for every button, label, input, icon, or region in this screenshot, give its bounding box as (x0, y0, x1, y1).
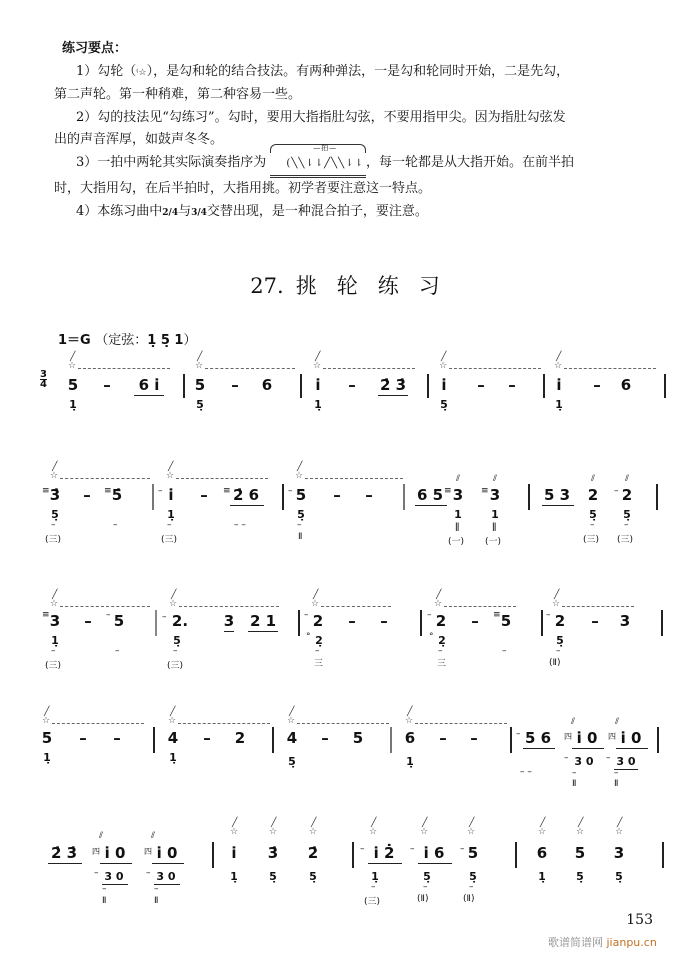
tick-icon: ╱ (315, 352, 321, 362)
double-tick-icon: ⫽ (493, 474, 498, 484)
note-1: 1）勾轮（⁽☆），是勾和轮的结合技法。有两种弹法，一是勾和轮同时开始，二是先勾， (76, 63, 570, 79)
star-icon: ☆ (538, 827, 547, 837)
tick-icon: ╱ (311, 818, 317, 828)
double-tick-icon: ⫽ (99, 831, 104, 841)
star-icon: ☆ (287, 716, 296, 726)
tick-icon: ╱ (297, 462, 303, 472)
star-icon: ☆ (615, 827, 624, 837)
tick-icon: ╱ (52, 462, 58, 472)
star-icon: ☆ (434, 599, 443, 609)
tick-icon: ╱ (289, 707, 295, 717)
tick-icon: ╱ (168, 462, 174, 472)
star-icon: ☆ (269, 827, 278, 837)
star-icon: ☆ (42, 716, 51, 726)
key-signature: 1＝G （定弦：1̣ 5̣ 1） (58, 333, 197, 348)
star-icon: ☆ (405, 716, 414, 726)
notes-heading: 练习要点： (62, 41, 128, 56)
double-tick-icon: ⫽ (151, 831, 156, 841)
double-tick-icon: ⫽ (456, 474, 461, 484)
page-number: 153 (626, 912, 653, 928)
tick-icon: ╱ (407, 707, 413, 717)
star-icon: ☆ (50, 471, 59, 481)
tick-icon: ╱ (70, 352, 76, 362)
note-4: 4）本练习曲中2/4与3/4交替出现，是一种混合拍子，要注意。 (76, 203, 428, 219)
star-icon: ☆ (554, 361, 563, 371)
star-icon: ☆ (195, 361, 204, 371)
tick-icon: ╱ (44, 707, 50, 717)
tick-icon: ╱ (271, 818, 277, 828)
fingering-sequence: —拍— (╲╲⇂⇂╱╲╲⇂⇂ (270, 153, 366, 179)
tick-icon: ╱ (556, 352, 562, 362)
star-icon: ☆ (311, 599, 320, 609)
double-tick-icon: ⫽ (591, 474, 596, 484)
star-icon: ☆ (295, 471, 304, 481)
star-icon: ☆ (309, 827, 318, 837)
note-2-cont: 出的声音浑厚，如鼓声冬冬。 (54, 132, 224, 147)
tick-icon: ╱ (617, 818, 623, 828)
double-tick-icon: ⫽ (615, 717, 620, 727)
star-icon: ☆ (169, 599, 178, 609)
double-tick-icon: ⫽ (625, 474, 630, 484)
note-2: 2）勾的技法见“勾练习”。勾时，要用大指指肚勾弦，不要用指甲尖。因为指肚勾弦发 (76, 109, 566, 125)
gou-lun-symbol: ⁽☆ (136, 67, 147, 78)
staff-row-4: ╱ ☆ ╱ ☆ ╱ ☆ ╱ ☆ 5 – – 1̣ 4 – 2 1̣ 4 – 5 5̣ 6 – – 1̣ – 5 6 四 ⫽ i̇ 0 四 ⫽ i̇ 0 – 3 0 – 3 0 – – – – Ⅱ Ⅱ (0, 705, 690, 790)
tick-icon: ╱ (436, 590, 442, 600)
tick-icon: ╱ (554, 590, 560, 600)
double-tick-icon: ⫽ (571, 717, 576, 727)
star-icon: ☆ (439, 361, 448, 371)
star-icon: ☆ (166, 471, 175, 481)
note-3-cont: 时，大指用勾，在后半拍时，大指用挑。初学者要注意这一特点。 (54, 181, 432, 196)
time-signature: 3 4 (40, 369, 47, 390)
star-icon: ☆ (168, 716, 177, 726)
star-icon: ☆ (50, 599, 59, 609)
star-icon: ☆ (576, 827, 585, 837)
tick-icon: ╱ (197, 352, 203, 362)
staff-row-1: 3 4 ╱ ☆ ╱ ☆ ╱ ☆ ╱ ☆ ╱ ☆ 5 – 6 i̇ 1̣ 5 – 6 5̣ i̇ – 2̇ 3̇ 1̣ i̇ – – 5̣ i̇ – 6 1̣ (0, 350, 690, 420)
star-icon: ☆ (68, 361, 77, 371)
tick-icon: ╱ (232, 818, 238, 828)
star-icon: ☆ (552, 599, 561, 609)
watermark: 歌谱简谱网 jianpu.cn (548, 936, 657, 949)
note-1-cont: 第二声轮。第一种稍难，第二种容易一些。 (54, 87, 302, 102)
tick-icon: ╱ (371, 818, 377, 828)
piece-title: 27. 挑 轮 练 习 (250, 274, 440, 298)
tick-icon: ╱ (422, 818, 428, 828)
staff-row-2: ╱ ☆ ╱ ☆ ╱ ☆ ≡ 3̇ – ≡ 5̇ 5̣ – – (三) – i̇ – ≡ 2̇ 6 1̣ – – – (三) – 5 – – 5̣ – Ⅱ 6 5 ≡ 3 ⫽ ≡ 3 ⫽ 1 1 ǁ ǁ (一) (一) 5 3 2 ⫽ – 2 ⫽ 5̣ 5̣ – – (三) (三) (0, 460, 690, 555)
tick-icon: ╱ (52, 590, 58, 600)
staff-row-3: ╱ ☆ ╱ ☆ ╱ ☆ ╱ ☆ ╱ ☆ ≡ 3 – – 5 1̣ – – (三) – 2. 3 2 1 5̣ – (三) – 2 – – ° 2̣ – 三 – 2 – ≡ 5 ° 2̣ – – 三 – 2 – 3 5̣ – (Ⅱ) (0, 588, 690, 678)
star-icon: ☆ (230, 827, 239, 837)
staff-row-5: 2̇ 3̇ 四 ⫽ i̇ 0 四 ⫽ i̇ 0 – 3 0 – 3 0 – – Ⅱ Ⅱ ╱ ☆ i̇ ╱ ☆ 3̇ ╱ ☆ 2̇ 1̣ 5̣ 5̣ ╱ ☆ – i̇ 2̇ ╱ ☆ – i̇ 6 ╱ ☆ – 5 1̣ 5̣ 5̣ – – – (三) (Ⅱ) (Ⅱ) ╱ ☆ 6 ╱ ☆ 5 ╱ ☆ 3 1̣ 5̣ 5̣ (0, 820, 690, 915)
tick-icon: ╱ (469, 818, 475, 828)
practice-notes (54, 38, 662, 224)
tick-icon: ╱ (170, 707, 176, 717)
star-icon: ☆ (313, 361, 322, 371)
tick-icon: ╱ (578, 818, 584, 828)
star-icon: ☆ (420, 827, 429, 837)
tick-icon: ╱ (313, 590, 319, 600)
star-icon: ☆ (467, 827, 476, 837)
tick-icon: ╱ (540, 818, 546, 828)
star-icon: ☆ (369, 827, 378, 837)
tick-icon: ╱ (441, 352, 447, 362)
note-3: 3）一拍中两轮其实际演奏指序为 —拍— (╲╲⇂⇂╱╲╲⇂⇂ ，每一轮都是从大指开始。在前半拍 (62, 152, 662, 179)
tick-icon: ╱ (171, 590, 177, 600)
